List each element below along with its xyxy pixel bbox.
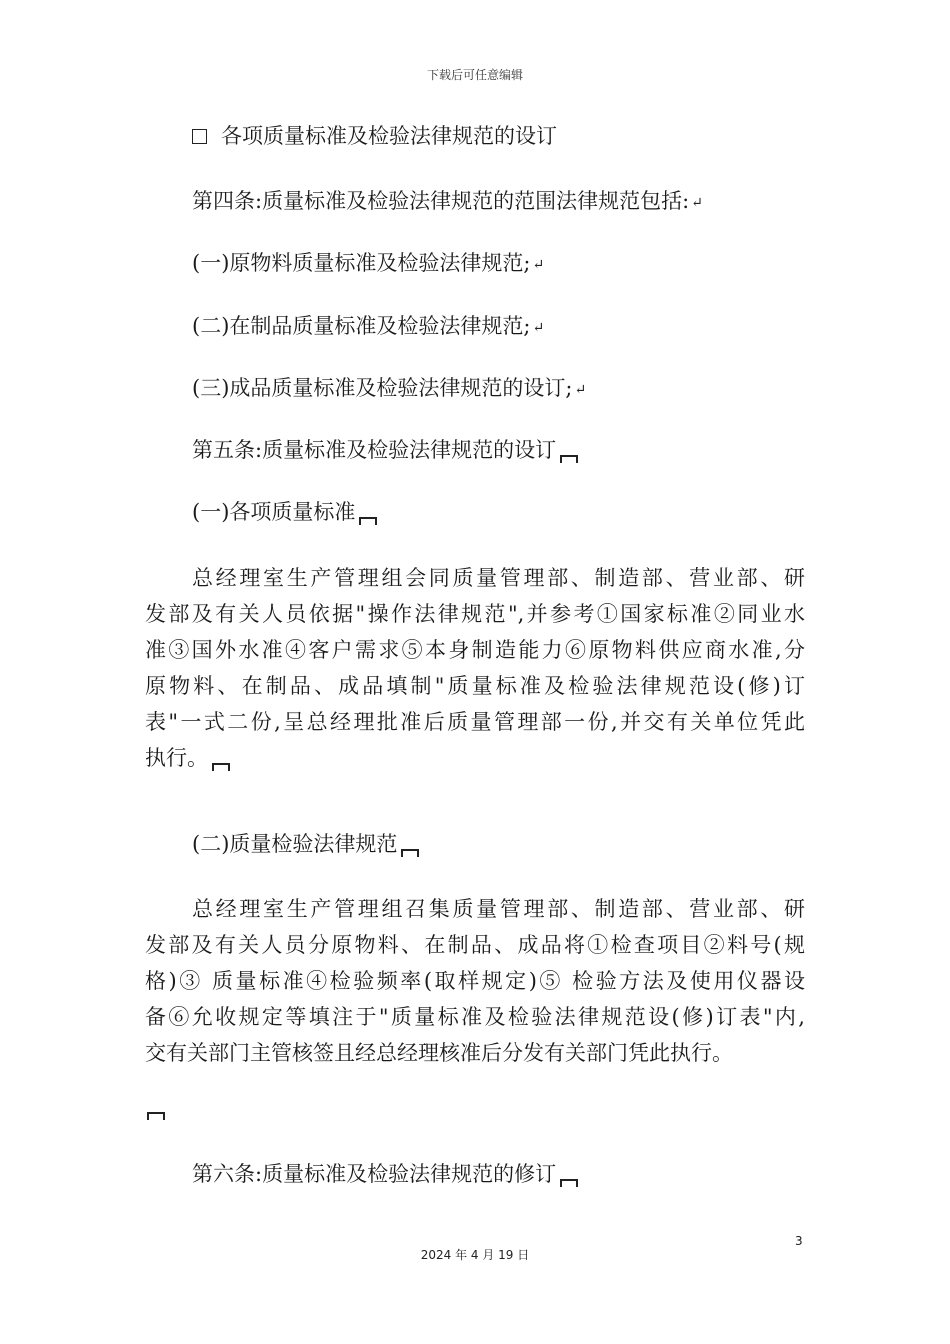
paragraph-line: 总经理室生产管理组召集质量管理部、制造部、营业部、研 bbox=[192, 897, 805, 921]
item-4-3-line bbox=[192, 373, 586, 405]
paragraph-quality-standards bbox=[145, 560, 805, 776]
paragraph-line: 交有关部门主管核签且经总经理核准后分发有关部门凭此执行。 bbox=[145, 1041, 733, 1065]
paragraph-line: 发部及有关人员分原物料、在制品、成品将①检查项目②料号(规 bbox=[145, 933, 805, 957]
header-note: 下载后可任意编辑 bbox=[426, 68, 523, 82]
article-6-line bbox=[192, 1159, 578, 1189]
section-break-icon bbox=[560, 1179, 578, 1187]
page-number: 3 bbox=[795, 1234, 803, 1248]
item-4-3: (三)成品质量标准及检验法律规范的设订; bbox=[192, 376, 573, 400]
paragraph-line: 备⑥允收规定等填注于"质量标准及检验法律规范设(修)订表"内, bbox=[145, 1005, 805, 1029]
paragraph-inspection-rules bbox=[145, 891, 805, 1071]
paragraph-line: 发部及有关人员依据"操作法律规范",并参考①国家标准②同业水 bbox=[145, 602, 805, 626]
item-4-2: (二)在制品质量标准及检验法律规范; bbox=[192, 314, 531, 338]
footer-date: 2024 年 4 月 19 日 bbox=[420, 1248, 530, 1262]
paragraph-line: 格)③ 质量标准④检验频率(取样规定)⑤ 检验方法及使用仪器设 bbox=[145, 969, 805, 993]
item-4-1: (一)原物料质量标准及检验法律规范; bbox=[192, 251, 531, 275]
section-break-icon bbox=[147, 1112, 165, 1120]
section-break-icon bbox=[212, 763, 230, 771]
article-5-line bbox=[192, 435, 578, 465]
section-heading: 各项质量标准及检验法律规范的设订 bbox=[221, 124, 557, 148]
item-5-1-line bbox=[192, 497, 377, 527]
paragraph-mark-icon: ↵ bbox=[532, 256, 545, 273]
article-5: 第五条:质量标准及检验法律规范的设订 bbox=[192, 438, 557, 462]
section-heading-line bbox=[192, 121, 557, 151]
item-4-2-line bbox=[192, 311, 544, 343]
paragraph-line: 表"一式二份,呈总经理批准后质量管理部一份,并交有关单位凭此 bbox=[145, 710, 805, 734]
checkbox-icon bbox=[192, 129, 207, 144]
paragraph-line-last bbox=[145, 740, 805, 776]
section-break-icon bbox=[560, 455, 578, 463]
article-4-line bbox=[192, 186, 703, 218]
article-4: 第四条:质量标准及检验法律规范的范围法律规范包括: bbox=[192, 189, 690, 213]
item-4-1-line bbox=[192, 248, 544, 280]
item-5-1: (一)各项质量标准 bbox=[192, 500, 356, 524]
paragraph-line: 原物料、在制品、成品填制"质量标准及检验法律规范设(修)订 bbox=[145, 674, 805, 698]
paragraph-line: 总经理室生产管理组会同质量管理部、制造部、营业部、研 bbox=[192, 566, 805, 590]
section-break-icon bbox=[359, 517, 377, 525]
article-6: 第六条:质量标准及检验法律规范的修订 bbox=[192, 1162, 557, 1186]
item-5-2-line bbox=[192, 829, 419, 859]
paragraph-mark-icon: ↵ bbox=[691, 194, 703, 211]
section-break-icon bbox=[401, 849, 419, 857]
paragraph-line: 准③国外水准④客户需求⑤本身制造能力⑥原物料供应商水准,分 bbox=[145, 638, 805, 662]
item-5-2: (二)质量检验法律规范 bbox=[192, 832, 398, 856]
paragraph-line-text: 执行。 bbox=[145, 746, 208, 770]
paragraph-mark-icon: ↵ bbox=[532, 319, 545, 336]
paragraph-mark-icon: ↵ bbox=[574, 381, 587, 398]
